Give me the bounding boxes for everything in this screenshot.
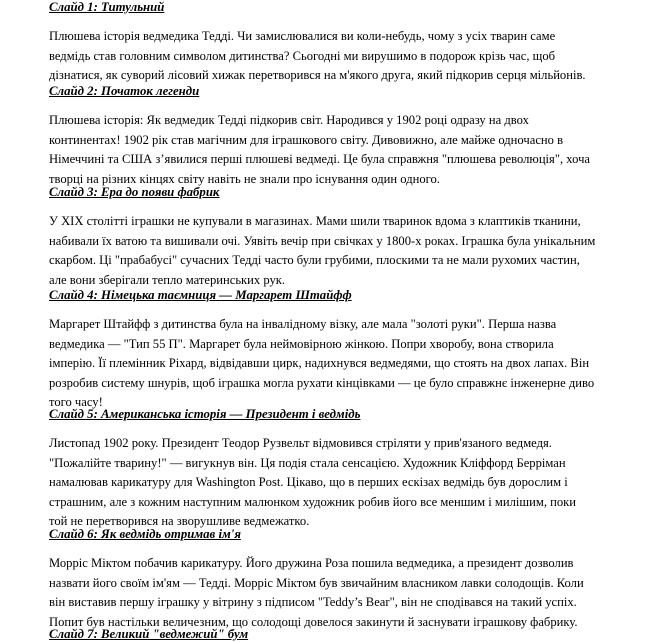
text-line: Плюшева історія ведмедика Тедді. Чи замислювалися ви коли-небудь, чому з усіх тварин саме <box>49 29 556 43</box>
slide-5 <box>49 407 644 532</box>
text-line: Листопад 1902 року. Президент Теодор Рузвельт відмовився стріляти у прив'язаного ведмедя. <box>49 436 552 450</box>
slide-body <box>49 27 644 86</box>
slide-7 <box>49 627 644 642</box>
slide-heading: Слайд 1: Титульний <box>49 0 165 14</box>
text-line: назвати його своїм ім'ям — Тедді. Морріс Міктом був звичайним власником лавки солодощів. Коли <box>49 575 584 590</box>
slide-heading: Слайд 2: Початок легенди <box>49 84 200 98</box>
slide-heading: Слайд 3: Ера до появи фабрик <box>49 185 220 199</box>
text-line: набивали їх ватою та вишивали очі. Уявіть вечір при свічках у 1800-х роках. Іграшка була унікальним <box>49 233 596 248</box>
slide-heading: Слайд 5: Американська історія — Президент і ведмідь <box>49 407 361 421</box>
text-line: він виставив першу іграшку у вітрину з підписом "Teddy’s Bear", він не сподівався на такий успіх. <box>49 595 577 609</box>
text-line: ведмідь став головним символом дитинства? Сьогодні ми вирушимо в подорож крізь час, щоб <box>49 48 556 63</box>
text-line: "Пожалійте тварину!" — вигукнув він. Ця подія стала сенсацією. Художник Кліффорд Берріман <box>49 455 566 470</box>
text-line: розробив систему шнурів, щоб іграшка могла рухати кінцівками — це було справжнє інженерне диво <box>49 375 595 390</box>
text-line: континентах! 1902 рік став магічним для іграшкового світу. Дивовижно, але майже одночасно в <box>49 132 564 147</box>
slide-body <box>49 315 644 413</box>
slide-heading: Слайд 4: Німецька таємниця — Маргарет Штайфф <box>49 288 352 302</box>
slide-1 <box>49 0 644 86</box>
slide-3 <box>49 185 644 290</box>
slide-6 <box>49 527 644 632</box>
slide-heading: Слайд 6: Як ведмідь отримав ім'я <box>49 527 241 541</box>
text-line: Попит був настільки величезним, що солодощі довелося закинути й заснувати іграшкову фабрику. <box>49 614 578 629</box>
text-line: того часу! <box>49 395 103 409</box>
text-line: Морріс Міктом побачив карикатуру. Його дружина Роза пошила ведмедика, а президент дозволив <box>49 556 574 570</box>
slide-body <box>49 212 644 290</box>
text-line: імперію. Її племінник Ріхард, відвідавши цирк, надихнувся ведмедями, що стоять на двох лапах. Він <box>49 356 590 370</box>
text-line: скарбом. Ці "прабабусі" сучасних Тедді часто були грубими, плоскими та не мали рухомих частин, <box>49 253 580 267</box>
slide-4 <box>49 288 644 413</box>
slide-body <box>49 554 644 632</box>
slide-heading: Слайд 7: Великий "ведмежий" бум <box>49 627 249 641</box>
text-line: Маргарет Штайфф з дитинства була на інвалідному візку, але мала "золоті руки". Перша назва <box>49 317 557 331</box>
text-line: творці на різних кінцях світу навіть не знали про існування один одного. <box>49 171 440 186</box>
text-line: ведмедика — "Тип 55 П". Маргарет була неймовірною жінкою. Попри хворобу, вона створила <box>49 336 554 351</box>
text-line: страшним, але з кожним наступним малюнком художник робив його все меншим і милішим, поки <box>49 494 577 509</box>
text-line: У XIX столітті іграшки не купували в магазинах. Мами шили тваринок вдома з клаптиків тканини, <box>49 214 581 228</box>
text-line: дізнатися, як суворий лісовий хижак перетворився на м'якого друга, який підкорив серця мільйонів. <box>49 68 586 82</box>
text-line: намалював карикатуру для Washington Post. Цікаво, що в перших ескізах ведмідь був дорослим і <box>49 475 568 489</box>
text-line: Німеччині та США з’явилися перші плюшеві ведмеді. Це була справжня "плюшева революція", хоча <box>49 152 591 166</box>
text-line: той не перетворився на зворушливе ведмежатко. <box>49 514 310 528</box>
text-line: Плюшева історія: Як ведмедик Тедді підкорив світ. Народився у 1902 році одразу на двох <box>49 113 529 127</box>
text-line: але вони зберігали тепло материнських рук. <box>49 272 286 287</box>
slide-body <box>49 111 644 189</box>
slide-2 <box>49 84 644 189</box>
slide-body <box>49 434 644 532</box>
